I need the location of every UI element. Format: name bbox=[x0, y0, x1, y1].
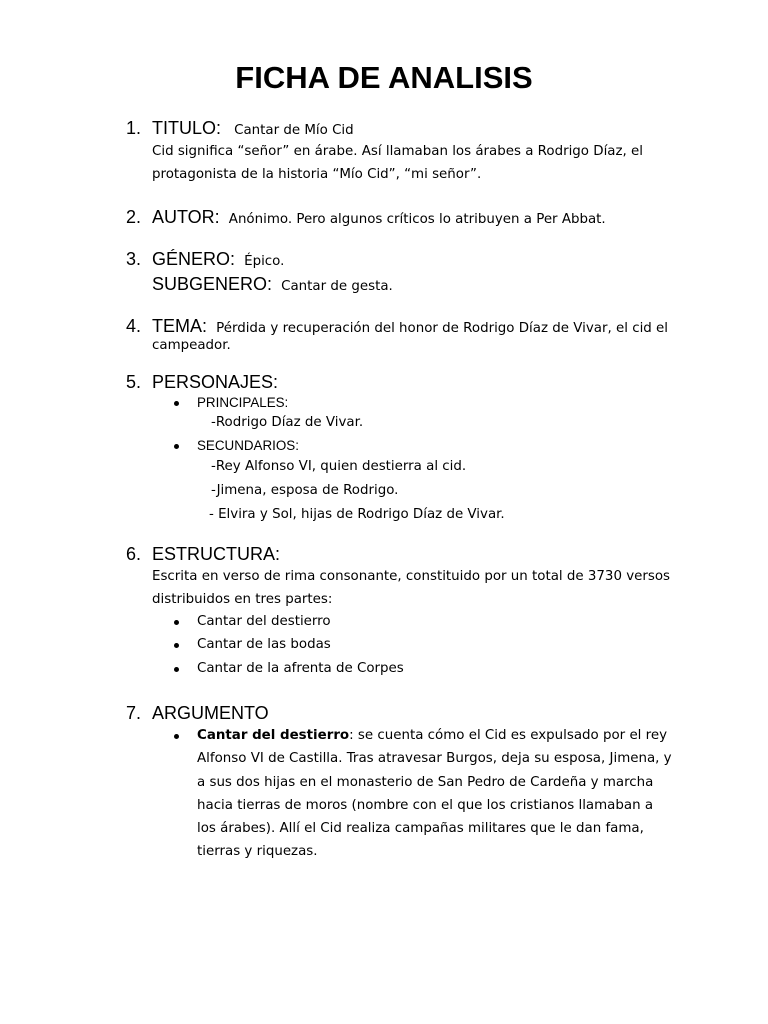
section-label: ARGUMENTO bbox=[152, 703, 269, 723]
section-number: 4. bbox=[126, 316, 142, 336]
list-item: -Jimena, esposa de Rodrigo. bbox=[211, 483, 399, 498]
bullet-icon bbox=[174, 444, 179, 449]
section-number: 3. bbox=[126, 249, 142, 269]
list-item: - Elvira y Sol, hijas de Rodrigo Díaz de Vivar. bbox=[209, 507, 505, 522]
section-number: 6. bbox=[126, 544, 142, 564]
section-label: AUTOR: bbox=[152, 207, 220, 227]
section-label: ESTRUCTURA: bbox=[152, 544, 281, 564]
list-label: PRINCIPALES: bbox=[197, 395, 289, 410]
paragraph-line: tierras y riquezas. bbox=[197, 844, 318, 859]
list-item: -Rodrigo Díaz de Vivar. bbox=[211, 415, 364, 430]
bullet-icon bbox=[174, 667, 179, 672]
list-item: Cantar de la afrenta de Corpes bbox=[197, 661, 404, 676]
bullet-icon bbox=[174, 643, 179, 648]
list-item: -Rey Alfonso VI, quien destierra al cid. bbox=[211, 459, 467, 474]
section-heading-line bbox=[152, 207, 606, 228]
list-label: SECUNDARIOS: bbox=[197, 438, 299, 453]
argument-first-line bbox=[197, 728, 667, 743]
paragraph-line: hacia tierras de moros (nombre con el que los cristianos llamaban a bbox=[197, 798, 654, 813]
paragraph-line: a sus dos hijas en el monasterio de San Pedro de Cardeña y marcha bbox=[197, 775, 654, 790]
section-heading-line bbox=[152, 316, 668, 337]
paragraph-line: protagonista de la historia “Mío Cid”, “mi señor”. bbox=[152, 167, 482, 182]
paragraph-line: distribuidos en tres partes: bbox=[152, 592, 333, 607]
section-label: GÉNERO: bbox=[152, 249, 236, 269]
bullet-icon bbox=[174, 401, 179, 406]
section-label: PERSONAJES: bbox=[152, 372, 279, 392]
section-number: 1. bbox=[126, 118, 142, 138]
section-label: SUBGENERO: bbox=[152, 274, 273, 294]
paragraph-line: Escrita en verso de rima consonante, constituido por un total de 3730 versos bbox=[152, 569, 671, 584]
section-value: Pérdida y recuperación del honor de Rodrigo Díaz de Vivar, el cid el bbox=[216, 321, 669, 336]
section-number: 7. bbox=[126, 703, 142, 723]
argument-text: : se cuenta cómo el Cid es expulsado por el rey bbox=[349, 728, 668, 743]
bullet-icon bbox=[174, 620, 179, 625]
section-label: TITULO: bbox=[152, 118, 222, 138]
section-subheading-line bbox=[152, 274, 393, 295]
section-value: Cantar de Mío Cid bbox=[234, 123, 354, 138]
paragraph-line: Cid significa “señor” en árabe. Así llamaban los árabes a Rodrigo Díaz, el bbox=[152, 144, 643, 159]
paragraph-line: Alfonso VI de Castilla. Tras atravesar Burgos, deja su esposa, Jimena, y bbox=[197, 751, 672, 766]
list-item: Cantar de las bodas bbox=[197, 637, 331, 652]
page-title: FICHA DE ANALISIS bbox=[235, 60, 533, 95]
section-value: Cantar de gesta. bbox=[281, 279, 393, 294]
paragraph-line: campeador. bbox=[152, 338, 231, 353]
section-label: TEMA: bbox=[152, 316, 208, 336]
section-heading-line bbox=[152, 118, 354, 139]
section-value: Anónimo. Pero algunos críticos lo atribuyen a Per Abbat. bbox=[228, 212, 606, 227]
list-item: Cantar del destierro bbox=[197, 614, 331, 629]
section-heading-line bbox=[152, 249, 284, 270]
section-number: 2. bbox=[126, 207, 142, 227]
argument-lead: Cantar del destierro bbox=[197, 728, 350, 743]
paragraph-line: los árabes). Allí el Cid realiza campañas militares que le dan fama, bbox=[197, 821, 644, 836]
section-value: Épico. bbox=[244, 254, 285, 269]
section-number: 5. bbox=[126, 372, 142, 392]
bullet-icon bbox=[174, 734, 179, 739]
